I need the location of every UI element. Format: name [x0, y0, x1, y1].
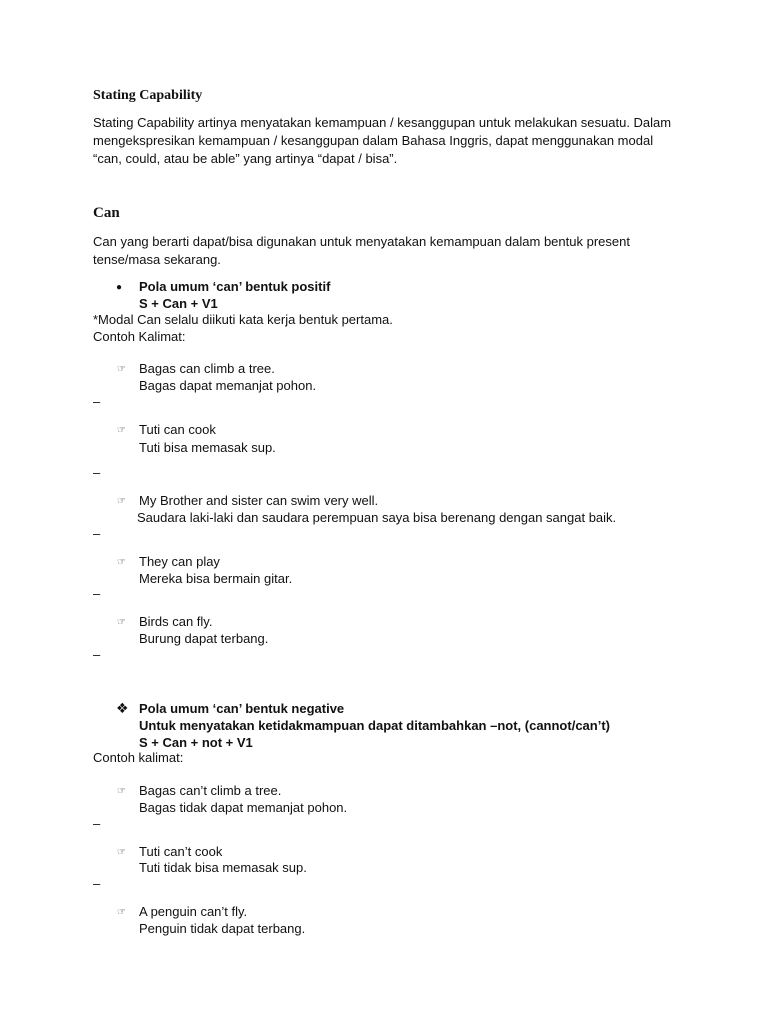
example-english: A penguin can’t fly. — [139, 904, 248, 919]
dash-separator: – — [93, 876, 101, 891]
pointing-hand-icon: ☞ — [117, 907, 126, 918]
pointing-hand-icon: ☞ — [117, 786, 126, 797]
example-translation: Tuti bisa memasak sup. — [139, 440, 276, 455]
example-translation: Saudara laki-laki dan saudara perempuan saya bisa berenang dengan sangat baik. — [137, 510, 617, 525]
example-english: Tuti can cook — [139, 422, 216, 437]
intro-line: “can, could, atau be able” yang artinya “dapat / bisa”. — [93, 151, 398, 166]
bullet-icon: ● — [116, 282, 123, 293]
dash-separator: – — [93, 816, 101, 831]
pointing-hand-icon: ☞ — [117, 847, 126, 858]
page-title: Stating Capability — [93, 88, 203, 103]
diamond-bullet-icon: ❖ — [116, 700, 129, 716]
example-translation: Mereka bisa bermain gitar. — [139, 571, 293, 586]
example-translation: Tuti tidak bisa memasak sup. — [139, 860, 307, 875]
pointing-hand-icon: ☞ — [117, 364, 126, 375]
positive-heading: Pola umum ‘can’ bentuk positif — [139, 279, 331, 294]
example-english: Tuti can’t cook — [139, 844, 223, 859]
section-title-can: Can — [93, 205, 120, 221]
pointing-hand-icon: ☞ — [117, 557, 126, 568]
pointing-hand-icon: ☞ — [117, 496, 126, 507]
example-translation: Burung dapat terbang. — [139, 631, 269, 646]
dash-separator: – — [93, 394, 101, 409]
example-english: Bagas can’t climb a tree. — [139, 783, 282, 798]
example-english: They can play — [139, 554, 220, 569]
can-description-line: tense/masa sekarang. — [93, 252, 221, 267]
example-translation: Bagas dapat memanjat pohon. — [139, 378, 317, 393]
negative-subheading: Untuk menyatakan ketidakmampuan dapat ditambahkan –not, (cannot/can’t) — [139, 718, 610, 733]
example-translation: Bagas tidak dapat memanjat pohon. — [139, 800, 348, 815]
pointing-hand-icon: ☞ — [117, 617, 126, 628]
dash-separator: – — [93, 586, 101, 601]
example-english: Birds can fly. — [139, 614, 213, 629]
positive-note: *Modal Can selalu diikuti kata kerja bentuk pertama. — [93, 312, 393, 327]
example-translation: Penguin tidak dapat terbang. — [139, 921, 306, 936]
dash-separator: – — [93, 647, 101, 662]
intro-line: Stating Capability artinya menyatakan kemampuan / kesanggupan untuk melakukan sesuatu. Dalam — [93, 115, 672, 130]
dash-separator: – — [93, 465, 101, 480]
example-english: My Brother and sister can swim very well. — [139, 493, 379, 508]
dash-separator: – — [93, 526, 101, 541]
positive-formula: S + Can + V1 — [139, 296, 218, 311]
intro-line: mengekspresikan kemampuan / kesanggupan dalam Bahasa Inggris, dapat menggunakan modal — [93, 133, 654, 148]
examples-label: Contoh Kalimat: — [93, 329, 186, 344]
negative-formula: S + Can + not + V1 — [139, 735, 253, 750]
can-description-line: Can yang berarti dapat/bisa digunakan untuk menyatakan kemampuan dalam bentuk present — [93, 234, 630, 249]
examples-label: Contoh kalimat: — [93, 750, 184, 765]
example-english: Bagas can climb a tree. — [139, 361, 275, 376]
pointing-hand-icon: ☞ — [117, 425, 126, 436]
negative-heading: Pola umum ‘can’ bentuk negative — [139, 701, 345, 716]
